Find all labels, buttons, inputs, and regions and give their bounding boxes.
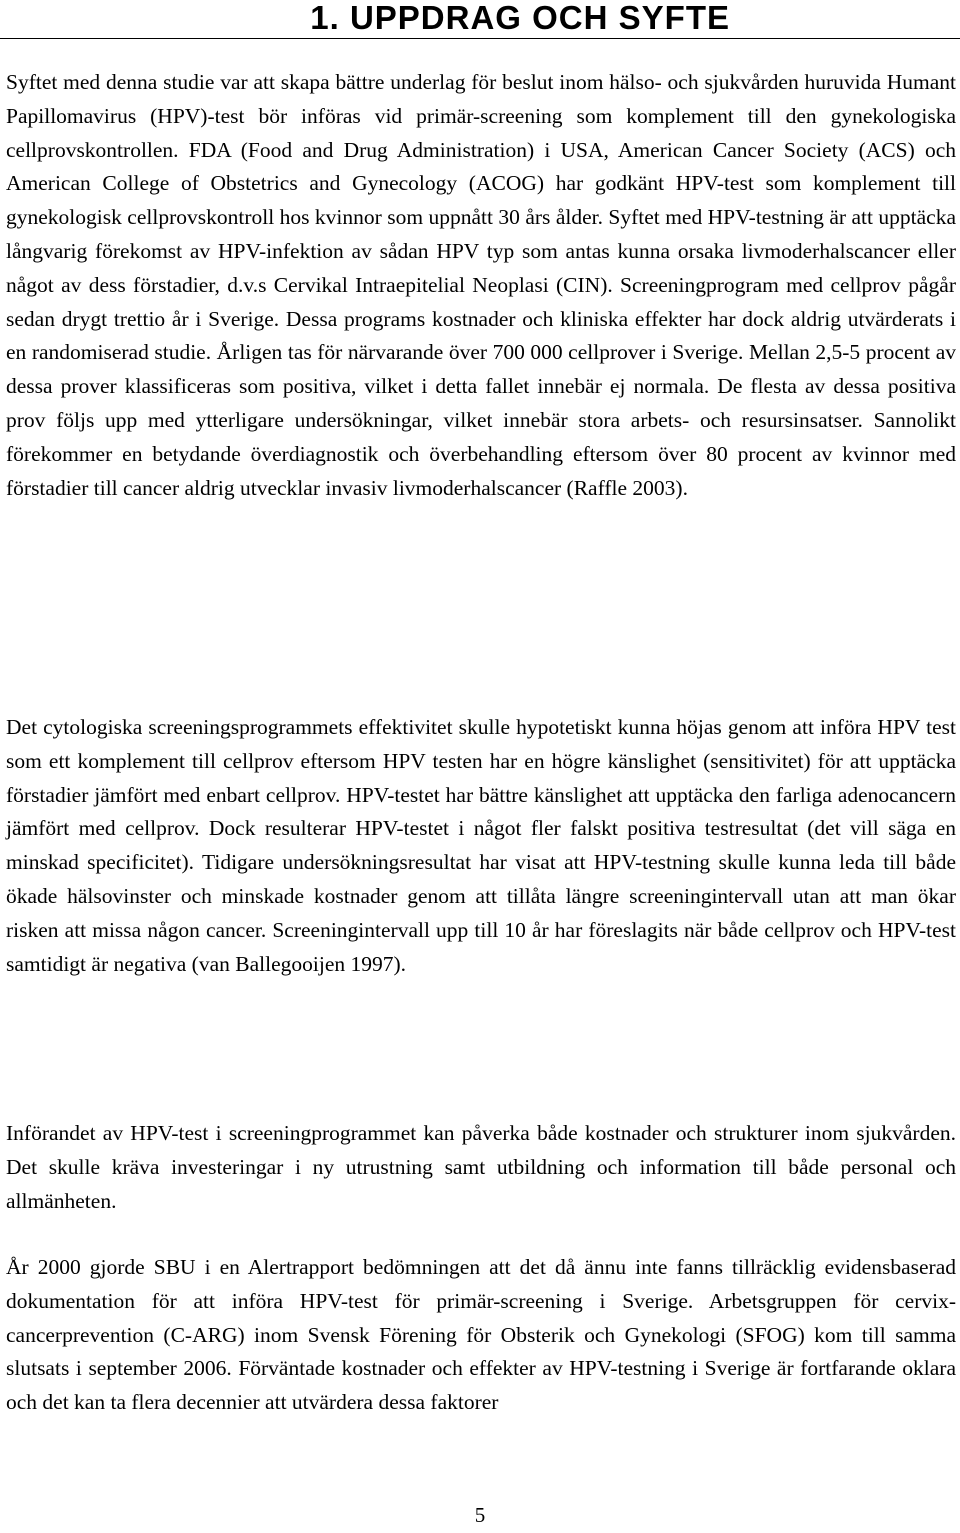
page-number: 5 (474, 1503, 486, 1527)
paragraph-implementation-costs: Införandet av HPV-test i screeningprogrammet kan påverka både kostnader och strukturer inom sjukvården. Det skulle kräva investeringar i ny utrustning samt utbildning och information till både personal och allmänheten. (6, 1121, 956, 1213)
paragraph-screening-effectiveness: Det cytologiska screeningsprogrammets effektivitet skulle hypotetiskt kunna höjas genom att införa HPV test som ett komplement till cellprov eftersom HPV testen har en högre känslighet (sensitivitet) för att upptäcka förstadier jämfört med enbart cellprov. HPV-testet har bättre känslighet att upptäcka den farliga adenocancern jämfört med cellprov. Dock resulterar HPV-testet i något fler falskt positiva testresultat (det vill säga en minskad specificitet). Tidigare undersökningsresultat har visat att HPV-testning skulle kunna leda till både ökade hälsovinster och minskade kostnader genom att tillåta längre screeningintervall utan att man ökar risken att missa någon cancer. Screeningintervall upp till 10 år har föreslagits när både cellprov och HPV-test samtidigt är negativa (van Ballegooijen 1997). (6, 715, 956, 976)
paragraph-sbu-assessment: År 2000 gjorde SBU i en Alertrapport bedömningen att det då ännu inte fanns tillräcklig evidensbaserad dokumentation för att införa HPV-test för primär-screening i Sverige. Arbetsgruppen för cervix-cancerprevention (C-ARG) inom Svensk Förening för Obsterik och Gynekologi (SFOG) kom till samma slutsats i september 2006. Förväntade kostnader och effekter av HPV-testning i Sverige är fortfarande oklara och det kan ta flera decennier att utvärdera dessa faktorer (6, 1255, 956, 1415)
section-heading: 1. UPPDRAG OCH SYFTE (310, 0, 730, 36)
heading-divider (0, 38, 960, 39)
paragraph-purpose: Syftet med denna studie var att skapa bättre underlag för beslut inom hälso- och sjukvården huruvida Humant Papillomavirus (HPV)-test bör införas vid primär-screening som komplement till den gynekologiska cellprovskontrollen. FDA (Food and Drug Administration) i USA, American Cancer Society (ACS) och American College of Obstetrics and Gynecology (ACOG) har godkänt HPV-test som komplement till gynekologisk cellprovskontroll hos kvinnor som uppnått 30 års ålder. Syftet med HPV-testning är att upptäcka långvarig förekomst av HPV-infektion av sådan HPV typ som antas kunna orsaka livmoderhalscancer eller något av dess förstadier, d.v.s Cervikal Intraepitelial Neoplasi (CIN). Screeningprogram med cellprov pågår sedan drygt trettio år i Sverige. Dessa programs kostnader och kliniska effekter har dock aldrig utvärderats i en randomiserad studie. Årligen tas för närvarande över 700 000 cellprover i Sverige. Mellan 2,5-5 procent av dessa prover klassificeras som positiva, vilket i detta fallet innebär ej normala. De flesta av dessa positiva prov följs upp med ytterligare undersökningar, vilket innebär stora arbets- och resursinsatser. Sannolikt förekommer en betydande överdiagnostik och överbehandling eftersom över 80 procent av kvinnor med förstadier till cancer aldrig utvecklar invasiv livmoderhalscancer (Raffle 2003). (6, 70, 956, 500)
